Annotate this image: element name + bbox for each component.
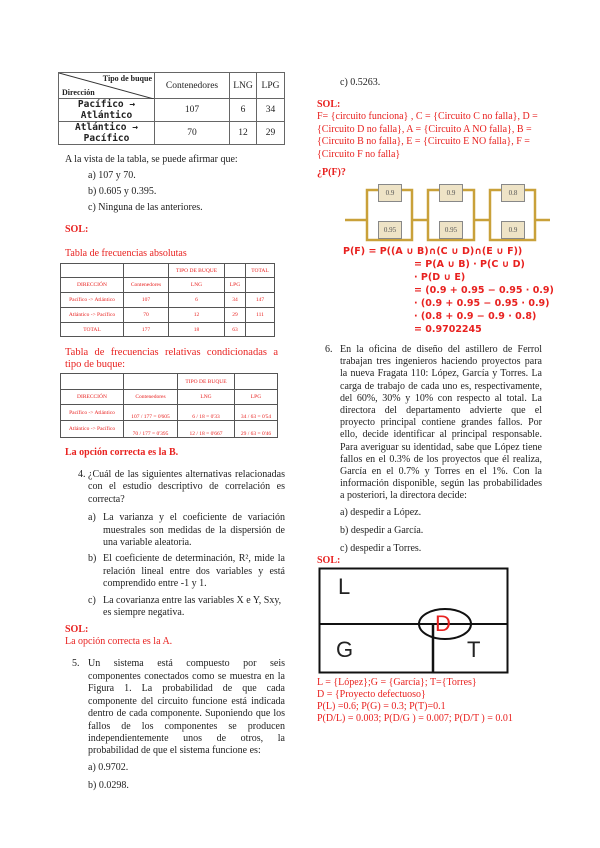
cell: 107 <box>124 293 169 308</box>
col-header: Tipo de buque <box>102 74 152 83</box>
option: c) Ninguna de las anteriores. <box>88 202 203 213</box>
col-label: LNG <box>230 73 257 99</box>
answer-text: La opción correcta es la A. <box>65 636 173 648</box>
sol-label: SOL: <box>65 224 89 235</box>
option: La covarianza entre las variables X e Y, Sxy, es siempre negativa. <box>103 594 282 619</box>
sol-line: P(L) =0.6; P(G) = 0.3; P(T)=0.1 <box>317 700 446 712</box>
component-box: 0.95 <box>378 221 402 239</box>
sol-label: SOL: <box>317 554 341 566</box>
cell: 111 <box>246 308 275 323</box>
question-number: 5. <box>72 658 80 670</box>
formula-line: = 0.9702245 <box>414 324 482 335</box>
cell: 12 <box>169 308 225 323</box>
cell <box>246 323 275 337</box>
cell: Contenedores <box>124 278 169 293</box>
venn-label-g: G <box>336 636 354 662</box>
cell: 12 <box>230 122 257 145</box>
q4-option-b <box>58 553 288 590</box>
component-box: 0.95 <box>439 221 463 239</box>
cell: 6 / 18 = 0'33 <box>178 405 235 421</box>
formula-line: · P(D ∪ E) <box>414 272 466 283</box>
venn-label-t: T <box>467 636 481 662</box>
cell <box>225 264 246 278</box>
relative-frequency-table <box>60 373 278 438</box>
question-number: 6. <box>325 344 333 355</box>
cell: 107 <box>155 99 230 122</box>
sol-line: D = {Proyecto defectuoso} <box>317 688 426 700</box>
cell: DIRECCIÓN <box>61 278 124 293</box>
diagonal-header-cell <box>59 73 155 99</box>
cell: Atlántico -> Pacífico <box>61 308 124 323</box>
venn-label-l: L <box>338 573 351 599</box>
col-label: LPG <box>257 73 285 99</box>
cell: 29 <box>225 308 246 323</box>
option: c) 0.5263. <box>340 77 381 88</box>
cell: 6 <box>169 293 225 308</box>
component-box: 0.8 <box>501 184 525 202</box>
option: El coeficiente de determinación, R², mide la relación lineal entre dos variables y está comprendido entre -1 y 1. <box>103 553 285 590</box>
sol-label: SOL: <box>317 99 341 110</box>
q4-option-c <box>58 595 288 620</box>
cell <box>235 374 278 390</box>
right-column <box>317 77 552 725</box>
cell: 29 <box>257 122 285 145</box>
question-4 <box>58 469 288 506</box>
option: b) despedir a García. <box>340 524 424 536</box>
sol-line: L = {López};G = {García}; T={Torres} <box>317 676 477 688</box>
sol-definitions: F= {circuito funciona} , C = {Circuito C no falla}, D = {Circuito D no falla}, A = {Circuito A NO falla}, B = {Circuito B no falla}, E = {Circuito E NO falla}, F = {Circuito F no falla} <box>317 111 538 160</box>
cell: Pacífico -> Atlántico <box>61 293 124 308</box>
option: b) 0.0298. <box>88 779 129 791</box>
absolute-frequency-table <box>60 263 275 337</box>
formula-line: = (0.9 + 0.95 − 0.95 · 0.9) <box>414 285 554 296</box>
row-header: Dirección <box>62 88 95 97</box>
formula-line: · (0.9 + 0.95 − 0.95 · 0.9) <box>414 298 550 309</box>
cell: LPG <box>235 390 278 405</box>
cell <box>61 374 124 390</box>
circuit-diagram <box>317 180 552 242</box>
question-prompt: ¿Cuál de las siguientes alternativas relacionadas con el estudio descriptivo de correlación es correcta? <box>88 469 285 505</box>
option-letter: c) <box>88 594 96 606</box>
cell: 6 <box>230 99 257 122</box>
cell: 70 <box>155 122 230 145</box>
cell: 70 / 177 = 0'395 <box>124 421 178 438</box>
question-5 <box>58 658 288 757</box>
venn-label-d: D <box>435 610 451 636</box>
cell: DIRECCIÓN <box>61 390 124 405</box>
component-box: 0.9 <box>378 184 402 202</box>
ship-table <box>58 72 285 145</box>
cell: 34 / 63 = 0'54 <box>235 405 278 421</box>
left-column <box>58 72 288 792</box>
formula-line: = P(A ∪ B) · P(C ∪ D) <box>414 259 525 270</box>
cell: Pacífico -> Atlántico <box>61 405 124 421</box>
cell: TIPO DE BUQUE <box>169 264 225 278</box>
formula-line: · (0.8 + 0.9 − 0.9 · 0.8) <box>414 311 537 322</box>
sol-line: P(D/L) = 0.003; P(D/G ) = 0.007; P(D/T ) = 0.01 <box>317 712 513 724</box>
row-label: Pacífico → Atlántico <box>59 99 155 122</box>
question-prompt: En la oficina de diseño del astillero de Ferrol trabajan tres ingenieros haciendo proyectos para la nueva Fragata 110: López, García y Torres. La carga de trabajo de cada uno es, respectivamente, del 60%, 30% y 10% con respecto al total. La directora del departamento advierte que el proyecto principal contiene grandes fallos. Por ello, decide identificar al principal responsable. Para averiguar su identidad, sabe que López tiene fallos en el 0.3% de los proyectos que él realiza, García en el 0.7% y Torres en el 1%. Con la información disponible, según las probabilidades a posteriori, la directora decide: <box>340 344 542 502</box>
cell: LNG <box>178 390 235 405</box>
option-letter: a) <box>88 512 96 524</box>
q4-option-a <box>58 512 288 549</box>
question-prompt: Un sistema está compuesto por seis componentes conectados como se muestra en la Figura 1. La probabilidad de que cada componente del circuito funcione está indicada dentro de cada componente. Suponiendo que los fallos de los componentes se producen independientemente unos de otros, la probabilidad de que el sistema funcione es: <box>88 658 285 757</box>
cell: 70 <box>124 308 169 323</box>
cell: 29 / 63 = 0'46 <box>235 421 278 438</box>
cell: TOTAL <box>246 264 275 278</box>
question-6 <box>317 344 552 503</box>
cell: 107 / 177 = 0'605 <box>124 405 178 421</box>
cell: LNG <box>169 278 225 293</box>
option-letter: b) <box>88 553 97 565</box>
cell: 18 <box>169 323 225 337</box>
cell: Contenedores <box>124 390 178 405</box>
answer-text: La opción correcta es la B. <box>65 447 179 458</box>
option: La varianza y el coeficiente de variación muestrales son medidas de la dispersión de una variable aleatoria. <box>103 512 285 549</box>
cell: 12 / 18 = 0'667 <box>178 421 235 438</box>
option: c) despedir a Torres. <box>340 542 422 554</box>
cell: 63 <box>225 323 246 337</box>
cell: 34 <box>225 293 246 308</box>
option: a) despedir a López. <box>340 506 422 518</box>
question-number: 4. <box>78 469 86 480</box>
cell: 34 <box>257 99 285 122</box>
formula-line: P(F) = P((A ∪ B)∩(C ∪ D)∩(E ∪ F)) <box>343 246 523 257</box>
cell <box>61 264 124 278</box>
cell: TOTAL <box>61 323 124 337</box>
cell: TIPO DE BUQUE <box>178 374 235 390</box>
option: b) 0.605 y 0.395. <box>88 186 157 197</box>
col-label: Contenedores <box>155 73 230 99</box>
cell: LPG <box>225 278 246 293</box>
option: a) 107 y 70. <box>88 170 136 181</box>
cell: 147 <box>246 293 275 308</box>
question-prompt: A la vista de la tabla, se puede afirmar que: <box>65 154 238 165</box>
cell <box>124 374 178 390</box>
component-box: 0.9 <box>501 221 525 239</box>
option: a) 0.9702. <box>88 761 129 773</box>
cell: Atlántico -> Pacífico <box>61 421 124 438</box>
venn-diagram <box>317 567 510 675</box>
row-label: Atlántico → Pacífico <box>59 122 155 145</box>
component-box: 0.9 <box>439 184 463 202</box>
cell <box>124 264 169 278</box>
cell: 177 <box>124 323 169 337</box>
cell <box>246 278 275 293</box>
table-title: Tabla de frecuencias relativas condicionadas a tipo de buque: <box>65 347 278 370</box>
sol-question: ¿P(F)? <box>317 167 346 178</box>
table-title: Tabla de frecuencias absolutas <box>65 248 187 259</box>
sol-label: SOL: <box>65 624 89 636</box>
